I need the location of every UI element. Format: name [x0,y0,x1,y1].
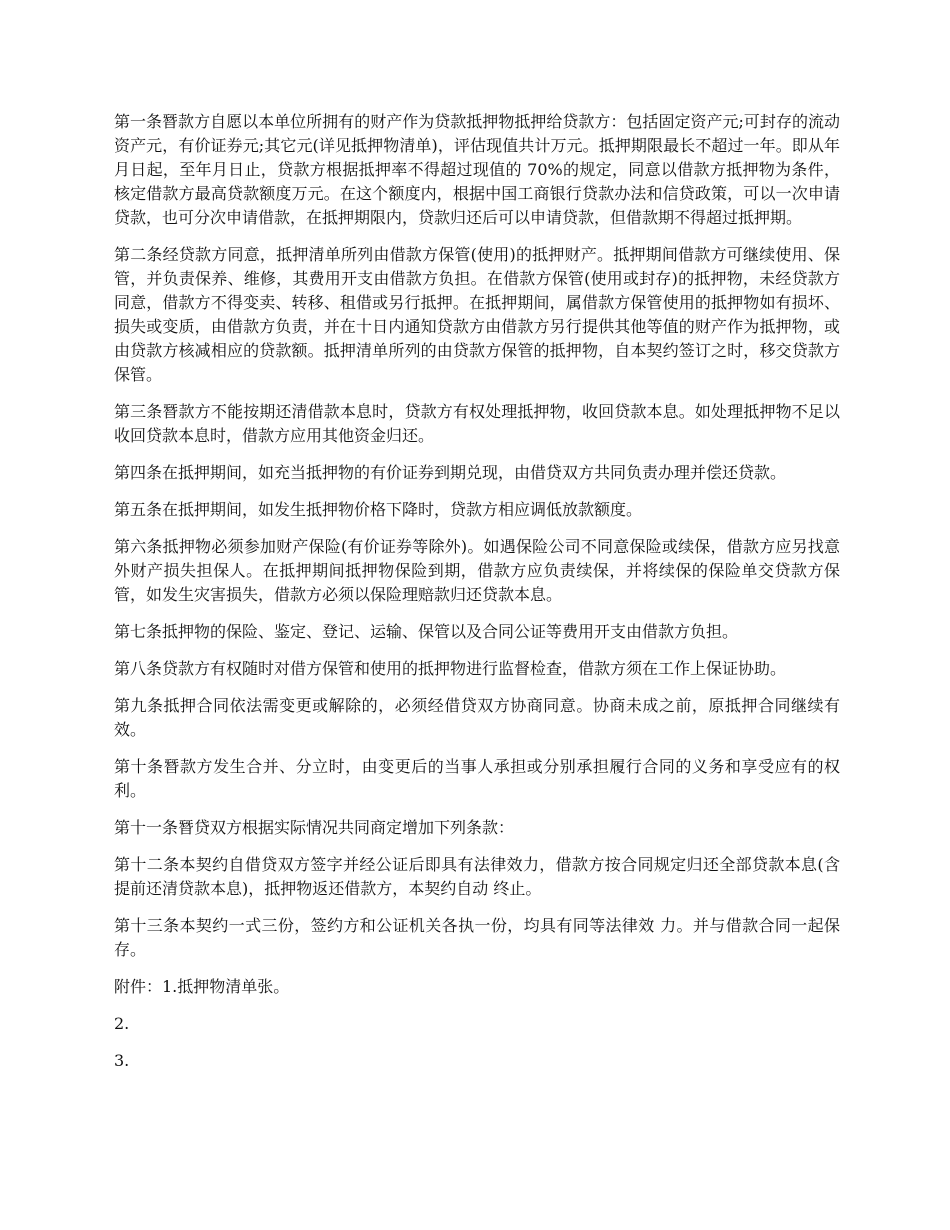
article-6-paragraph: 第六条抵押物必须参加财产保险(有价证券等除外)。如遇保险公司不同意保险或续保，借款方应另找意外财产损失担保人。在抵押期间抵押物保险到期，借款方应负责续保，并将续保的保险单交贷款方保管，如发生灾害损失，借款方必须以保险理赔款归还贷款本息。 [114,537,840,604]
article-9-paragraph: 第九条抵押合同依法需变更或解除的，必须经借贷双方协商同意。协商未成之前，原抵押合同继续有效。 [114,696,840,739]
article-12-paragraph: 第十二条本契约自借贷双方签字并经公证后即具有法律效力，借款方按合同规定归还全部贷款本息(含提前还清贷款本息)，抵押物返还借款方，本契约自动 终止。 [114,855,840,898]
document-body [114,110,840,1086]
attachment-item-2: 2. [114,1014,130,1033]
article-7-paragraph: 第七条抵押物的保险、鉴定、登记、运输、保管以及合同公证等费用开支由借款方负担。 [114,622,739,641]
article-11-paragraph: 第十一条朁贷双方根据实际情况共同商定增加下列条款： [114,818,515,837]
article-13-paragraph: 第十三条本契约一式三份，签约方和公证机关各执一份，均具有同等法律效 力。并与借款合同一起保存。 [114,916,840,959]
article-8-paragraph: 第八条贷款方有权随时对借方保管和使用的抵押物进行监督检查，借款方须在工作上保证协助。 [114,659,787,678]
attachment-item-1: 附件：1.抵押物清单张。 [114,977,290,996]
article-1-paragraph: 第一条朁款方自愿以本单位所拥有的财产作为贷款抵押物抵押给贷款方：包括固定资产元;可封存的流动资产元，有价证券元;其它元(详见抵押物清单)，评估现值共计万元。抵押期限最长不超过一年。即从年 月日起，至年月日止，贷款方根据抵押率不得超过现值的 70%的规定，同意以借款方抵押物为条件，核定借款方最高贷款额度万元。在这个额度内，根据中国工商银行贷款办法和信贷政策，可以一次申请贷款，也可分次申请借款，在抵押期限内，贷款归还后可以申请贷款，但借款期不得超过抵押期。 [114,112,840,227]
article-4-paragraph: 第四条在抵押期间，如充当抵押物的有价证券到期兑现，由借贷双方共同负责办理并偿还贷款。 [114,463,787,482]
article-3-paragraph: 第三条朁款方不能按期还清借款本息时，贷款方有权处理抵押物，收回贷款本息。如处理抵押物不足以收回贷款本息时，借款方应用其他资金归还。 [114,402,840,445]
attachment-item-3: 3. [114,1051,130,1070]
article-5-paragraph: 第五条在抵押期间，如发生抵押物价格下降时，贷款方相应调低放款额度。 [114,500,643,519]
article-10-paragraph: 第十条朁款方发生合并、分立时，由变更后的当事人承担或分别承担履行合同的义务和享受应有的权利。 [114,757,840,800]
article-2-paragraph: 第二条经贷款方同意，抵押清单所列由借款方保管(使用)的抵押财产。抵押期间借款方可继续使用、保管，并负责保养、维修，其费用开支由借款方负担。在借款方保管(使用或封存)的抵押物，未经贷款方同意，借款方不得变卖、转移、租借或另行抵押。在抵押期间，属借款方保管使用的抵押物如有损坏、损失或变质，由借款方负责，并在十日内通知贷款方由借款方另行提供其他等值的财产作为抵押物，或由贷款方核减相应的贷款额。抵押清单所列的由贷款方保管的抵押物，自本契约签订之时，移交贷款方保管。 [114,245,840,384]
